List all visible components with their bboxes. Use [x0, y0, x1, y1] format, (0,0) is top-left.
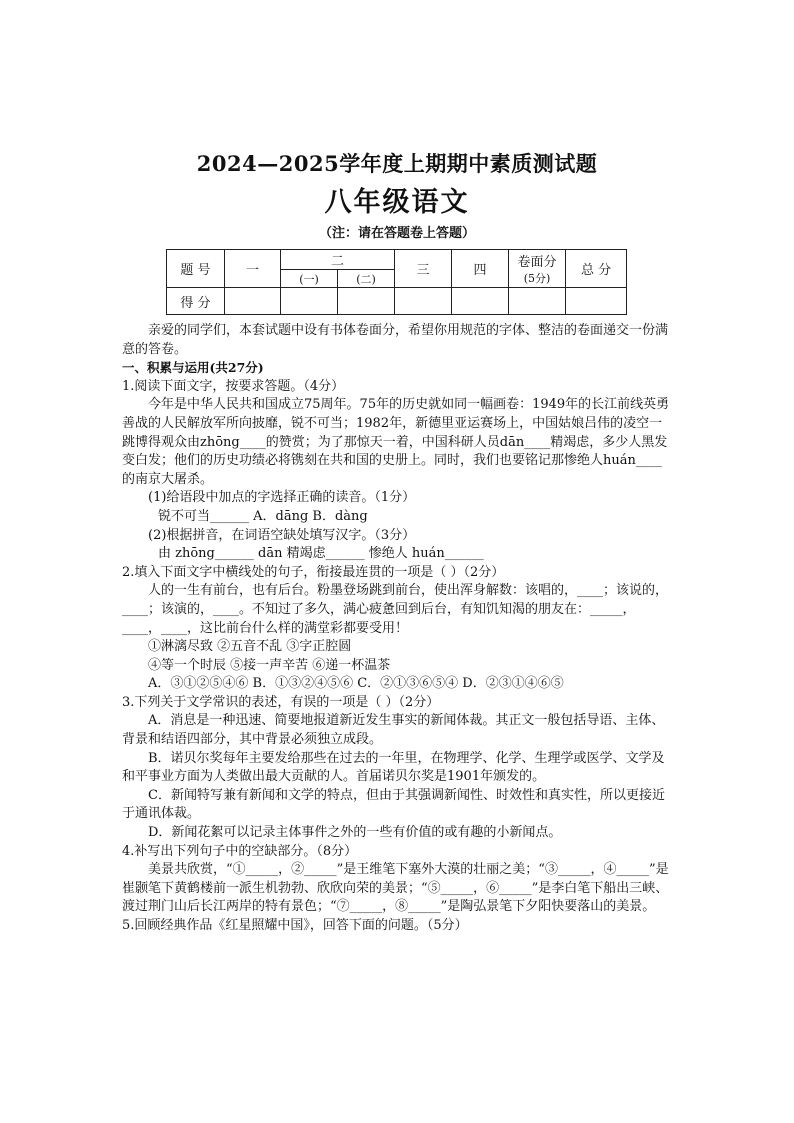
score-cell	[395, 288, 452, 315]
question-3-option-b: B．诺贝尔奖每年主要发给那些在过去的一年里，在物理学、化学、生理学或医学、文学及和平事业方面为人类做出最大贡献的人。首届诺贝尔奖是1901年颁发的。	[122, 750, 665, 785]
question-1-sub-2-item: 由 zhōng______ dān 精竭虑______ 惨绝人 huán______	[158, 546, 484, 562]
score-cell	[338, 288, 395, 315]
exam-subject: 八年级语文	[324, 187, 470, 218]
question-3-option-a: A．消息是一种迅速、简要地报道新近发生事实的新闻体裁。其正文一般包括导语、主体、背景和结语四部分，其中背景必须独立成段。	[122, 713, 665, 748]
label-question-number: 题 号	[167, 250, 225, 288]
score-cell	[509, 288, 566, 315]
question-1-sub-1: (1)给语段中加点的字选择正确的读音。（1分）	[148, 490, 416, 506]
col-part-3: 三	[395, 250, 452, 288]
col-part-2-sub-1: (一)	[281, 270, 338, 288]
question-1-passage: 今年是中华人民共和国成立75周年。75年的历史就如同一幅画卷：1949年的长江前线英勇善战的人民解放军所向披靡，锐不可当；1982年，新德里亚运赛场上，中国姑娘吕伟的凌空一跳博得观众由zhōng____的赞赏；为了那惊天一着，中国科研人员dān____精竭虑，多少人黑发变白发；他们的历史功绩必将镌刻在共和国的史册上。同时，我们也要铭记那惨绝人huán____的南京大屠杀。	[122, 397, 670, 487]
score-cell	[225, 288, 281, 315]
score-cell	[281, 288, 338, 315]
score-row	[167, 288, 627, 315]
col-part-4: 四	[452, 250, 509, 288]
question-2-stem: 2.填入下面文字中横线处的句子，衔接最连贯的一项是（ ）（2分）	[122, 564, 505, 580]
exam-note: （注：请在答题卷上答题）	[318, 226, 475, 241]
question-2-options-2: ④等一个时辰 ⑤接一声辛苦 ⑥递一杯温茶	[148, 657, 391, 673]
score-cell	[452, 288, 509, 315]
question-3-stem: 3.下列关于文学常识的表述，有误的一项是（ ）（2分）	[122, 694, 440, 710]
col-part-2: 二	[281, 250, 395, 270]
col-handwriting-label: 卷面分	[517, 255, 557, 270]
exam-body	[122, 322, 674, 936]
score-cell	[566, 288, 627, 315]
question-1-sub-1-item: 锐不可当______ A．dāng B．dàng	[158, 508, 368, 524]
col-total: 总 分	[566, 250, 627, 288]
question-2-options-1: ①淋漓尽致 ②五音不乱 ③字正腔圆	[148, 639, 352, 655]
col-handwriting	[509, 250, 566, 288]
question-4-passage: 美景共欣赏，“①_____，②_____”是王维笔下塞外大漠的壮丽之美；“③_____，④_____”是崔颢笔下黄鹤楼前一派生机勃勃、欣欣向荣的美景；“⑤_____，⑥_____”是李白笔下船出三峡、渡过荆门山后长江两岸的特有景色；“⑦_____，⑧_____”是陶弘景笔下夕阳快要落山的美景。	[122, 862, 669, 915]
question-1-sub-2: (2)根据拼音，在词语空缺处填写汉字。（3分）	[148, 527, 416, 543]
question-5-stem: 5.回顾经典作品《红星照耀中国》，回答下面的问题。（5分）	[122, 918, 468, 933]
col-part-2-sub-2: (二)	[338, 270, 395, 288]
score-table	[166, 249, 627, 315]
question-2-choices: A．③①②⑤④⑥ B．①③②④⑤⑥ C．②①③⑥⑤④ D．②③①④⑥⑤	[148, 676, 564, 692]
score-header-row	[167, 250, 627, 270]
question-3-option-c: C．新闻特写兼有新闻和文学的特点，但由于其强调新闻性、时效性和真实性，所以更接近于通讯体裁。	[122, 787, 665, 822]
col-handwriting-points: (5分)	[523, 272, 551, 285]
section-heading: 一、积累与运用(共27分)	[122, 360, 264, 376]
question-1-stem: 1.阅读下面文字，按要求答题。（4分）	[122, 378, 345, 394]
question-2-passage: 人的一生有前台，也有后台。粉墨登场跳到前台，使出浑身解数：该唱的，____；该说的，____；该演的，____。不知过了多久，满心疲惫回到后台，有知饥知渴的朋友在：_____，____，____，这比前台什么样的满堂彩都要受用！	[122, 583, 669, 636]
question-4-stem: 4.补写出下列句子中的空缺部分。（8分）	[122, 843, 358, 859]
intro-text: 亲爱的同学们，本套试题中设有书体卷面分，希望你用规范的字体、整洁的卷面递交一份满意的答卷。	[122, 323, 669, 357]
exam-title: 2024—2025学年度上期期中素质测试题	[196, 151, 598, 176]
col-part-1: 一	[225, 250, 281, 288]
question-3-option-d: D．新闻花絮可以记录主体事件之外的一些有价值的或有趣的小新闻点。	[148, 825, 562, 841]
label-score: 得 分	[167, 288, 225, 315]
